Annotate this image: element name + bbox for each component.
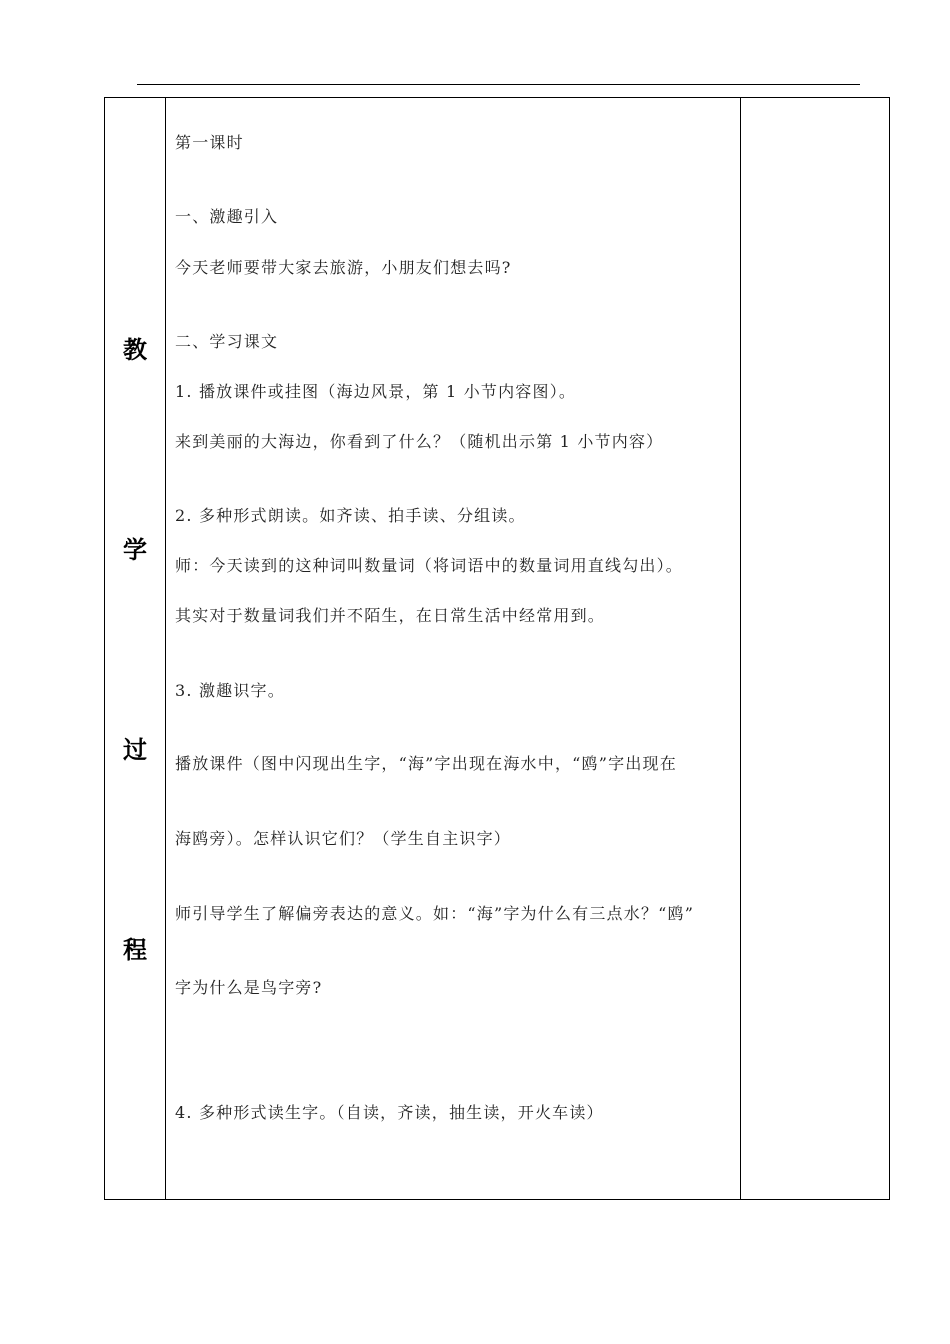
section-heading-study: 二、学习课文 xyxy=(175,332,279,351)
text-line: 播放课件（图中闪现出生字，“海”字出现在海水中，“鸥”字出现在 xyxy=(175,754,677,773)
text-line: 其实对于数量词我们并不陌生，在日常生活中经常用到。 xyxy=(175,606,606,625)
text-line: 海鸥旁）。怎样认识它们？（学生自主识字） xyxy=(175,829,512,848)
section-heading-intro: 一、激趣引入 xyxy=(175,207,279,226)
side-label-char-4: 程 xyxy=(123,936,147,964)
header-rule xyxy=(137,84,860,85)
column-divider-right xyxy=(740,98,741,1199)
text-line: 今天老师要带大家去旅游，小朋友们想去吗? xyxy=(175,258,512,277)
side-label-char-2: 学 xyxy=(123,536,147,564)
text-line: 4. 多种形式读生字。（自读，齐读，抽生读，开火车读） xyxy=(175,1103,604,1122)
lesson-period-title: 第一课时 xyxy=(175,133,244,152)
text-line: 字为什么是鸟字旁? xyxy=(175,978,323,997)
text-line: 1. 播放课件或挂图（海边风景，第 1 小节内容图）。 xyxy=(175,382,577,401)
side-label-char-1: 教 xyxy=(123,336,147,364)
text-line: 师：今天读到的这种词叫数量词（将词语中的数量词用直线勾出）。 xyxy=(175,556,684,575)
text-line: 2. 多种形式朗读。如齐读、拍手读、分组读。 xyxy=(175,506,526,525)
side-label-char-3: 过 xyxy=(123,736,147,764)
column-divider-left xyxy=(165,98,166,1199)
text-line: 师引导学生了解偏旁表达的意义。如：“海”字为什么有三点水？“鸥” xyxy=(175,904,695,923)
text-line: 来到美丽的大海边，你看到了什么？（随机出示第 1 小节内容） xyxy=(175,432,664,451)
text-line: 3. 激趣识字。 xyxy=(175,681,285,700)
lesson-table xyxy=(104,97,890,1200)
